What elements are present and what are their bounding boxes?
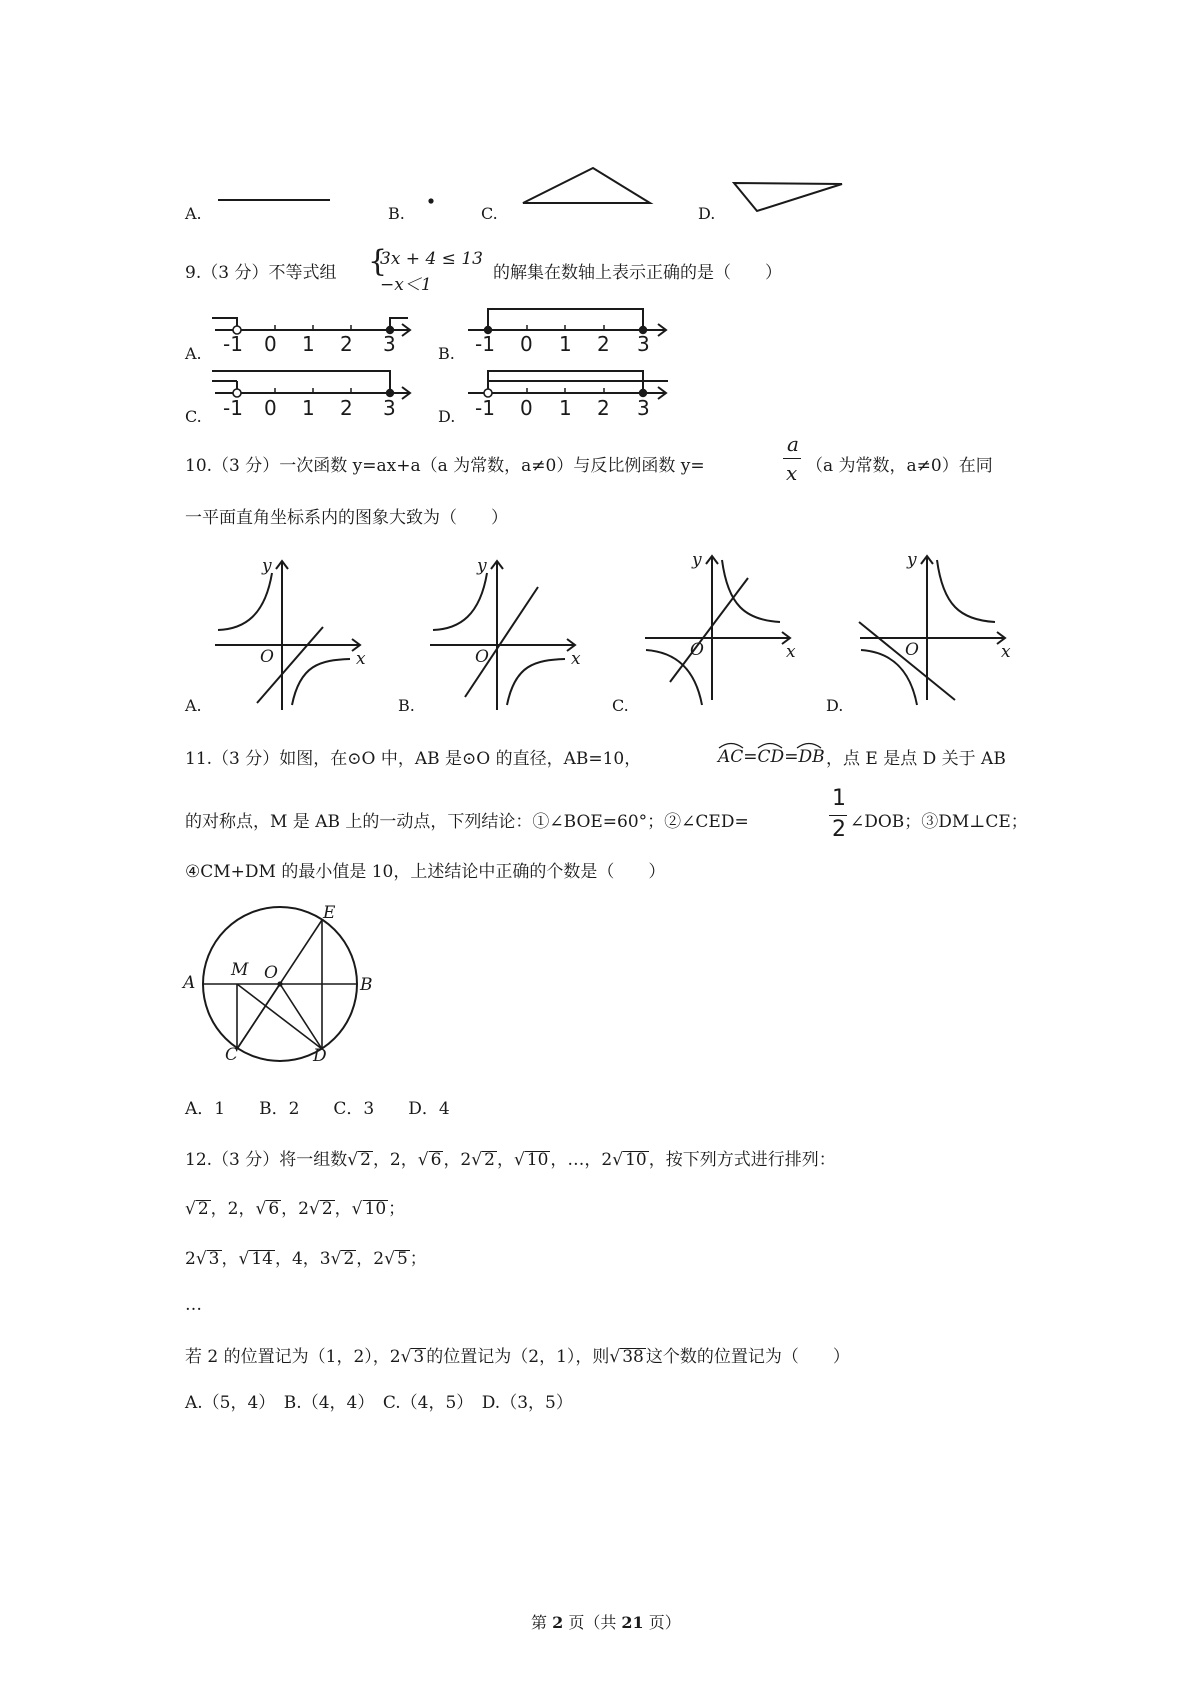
- q9-option-a-label: A.: [185, 344, 202, 363]
- q10-graph-b: [425, 555, 585, 715]
- q9-d-tick-neg1: -1: [475, 396, 495, 420]
- q12-options: A.（5，4） B.（4，4） C.（4，5） D.（3，5）: [185, 1393, 573, 1413]
- q12-row1: √ 2 ，2，√ 6 ，2√ 2 ，√ 10 ；: [185, 1199, 406, 1219]
- q12-last-text-a: 若 2 的位置记为（1，2），2: [185, 1347, 401, 1367]
- footer-text-a: 第: [531, 1613, 553, 1632]
- q11-arc-ac: AC: [718, 747, 744, 767]
- q10-b-axis-y: y: [477, 556, 487, 576]
- q12-line1-radicand-1: 2: [360, 1150, 371, 1170]
- q12-row1-text-1: ，2，: [210, 1199, 256, 1219]
- q12-row2-radicand-4: 5: [396, 1249, 408, 1269]
- q12-row1-radicand-2: 6: [268, 1199, 280, 1219]
- q10-line2: 一平面直角坐标系内的图象大致为（ ）: [185, 508, 508, 528]
- q11-line2a: 的对称点，M 是 AB 上的一动点，下列结论：①∠BOE=60°；②∠CED=: [185, 812, 749, 832]
- q12-row2-radicand-2: 14: [251, 1249, 273, 1269]
- q8-option-d-label: D.: [698, 204, 716, 223]
- q12-row1-text-4: ；: [388, 1199, 406, 1219]
- q10-graph-c: [640, 550, 800, 710]
- q12-line1-radicand-2: 6: [430, 1150, 442, 1170]
- q10-frac-bar: [783, 458, 801, 459]
- footer-total-pages: 21: [621, 1613, 644, 1632]
- q9-brace: {: [368, 244, 388, 279]
- q12-line1-suffix: ，按下列方式进行排列：: [648, 1150, 836, 1170]
- footer-text-b: 页（共: [563, 1613, 622, 1632]
- q11-arc-db: DB: [798, 747, 825, 767]
- q10-c-origin: O: [690, 640, 704, 660]
- q12-row2-text-2: ，4，3: [274, 1249, 331, 1269]
- q10-option-a-label: A.: [185, 696, 202, 715]
- q12-row1-radicand-4: 10: [364, 1199, 387, 1219]
- q8-option-b-label: B.: [388, 204, 405, 223]
- q12-line1-text-2: ，2: [443, 1150, 472, 1170]
- q11-frac-num: 1: [832, 786, 846, 811]
- q12-line1-text-4: ，…，2: [550, 1150, 613, 1170]
- q9-suffix: 的解集在数轴上表示正确的是（ ）: [493, 263, 782, 283]
- q12-row2-text-4: ；: [409, 1249, 427, 1269]
- page-footer: [531, 1614, 681, 1632]
- q10-option-d-label: D.: [826, 696, 844, 715]
- q9-prefix: 9.（3 分）不等式组: [185, 263, 337, 283]
- q9-b-tick-0: 0: [520, 332, 533, 356]
- q8-option-d-triangle: [730, 178, 850, 218]
- q8-option-a-segment: [215, 195, 335, 205]
- q12-line1: 12.（3 分）将一组数√ 2 ，2，√ 6 ，2√ 2 ，√ 10 ，…，2√ 10 ，按下列方式进行排列：: [185, 1150, 836, 1170]
- q9-b-tick-3: 3: [637, 332, 650, 356]
- q10-c-axis-x: x: [786, 642, 796, 662]
- q12-last-radicand-1: 3: [413, 1347, 425, 1367]
- q12-last-text-c: 这个数的位置记为（ ）: [645, 1347, 850, 1367]
- q10-b-origin: O: [475, 647, 489, 667]
- q12-row2-text-3: ，2: [356, 1249, 385, 1269]
- q11-line1b: ，点 E 是点 D 关于 AB: [826, 749, 1006, 769]
- q12-line1-prefix: 12.（3 分）将一组数: [185, 1150, 348, 1170]
- q9-a-tick-0: 0: [264, 332, 277, 356]
- q9-a-tick-1: 1: [302, 332, 315, 356]
- q10-option-c-label: C.: [612, 696, 629, 715]
- q11-label-b: B: [360, 975, 373, 995]
- q10-d-origin: O: [905, 640, 919, 660]
- q12-row1-radicand-1: 2: [197, 1199, 209, 1219]
- q11-label-c: C: [225, 1045, 239, 1065]
- q9-d-tick-2: 2: [597, 396, 610, 420]
- q10-frac-den: x: [786, 461, 798, 485]
- q8-option-c-triangle: [520, 165, 655, 210]
- q9-inequality-1: 3x + 4 ≤ 13: [380, 249, 483, 269]
- q12-line1-radicand-3: 2: [484, 1150, 495, 1170]
- q11-eq1: =: [743, 747, 758, 767]
- q9-b-tick-2: 2: [597, 332, 610, 356]
- q12-row1-text-2: ，2: [281, 1199, 309, 1219]
- q11-label-a: A: [183, 973, 196, 993]
- q9-c-tick-neg1: -1: [223, 396, 243, 420]
- q11-line3: ④CM+DM 的最小值是 10，上述结论中正确的个数是（ ）: [185, 862, 666, 882]
- q12-line1-radicand-5: 10: [625, 1150, 647, 1170]
- q12-row2-text-0: 2: [185, 1249, 196, 1269]
- q9-option-b-label: B.: [438, 344, 455, 363]
- q10-line1a: 10.（3 分）一次函数 y=ax+a（a 为常数，a≠0）与反比例函数 y=: [185, 456, 705, 476]
- q12-line1-radicand-4: 10: [526, 1150, 549, 1170]
- q9-a-tick-neg1: -1: [223, 332, 243, 356]
- q8-option-a-label: A.: [185, 204, 202, 223]
- q11-circle-figure: [180, 900, 380, 1070]
- q10-b-axis-x: x: [571, 649, 581, 669]
- q8-option-b-point: [425, 195, 437, 207]
- q12-line1-text-3: ，: [496, 1150, 514, 1170]
- q9-b-tick-1: 1: [559, 332, 572, 356]
- q12-row2-text-1: ，: [221, 1249, 239, 1269]
- q9-d-tick-3: 3: [637, 396, 650, 420]
- q11-label-m: M: [231, 960, 249, 980]
- q11-arc-cd: CD: [757, 747, 785, 767]
- q12-last-text-b: 的位置记为（2，1），则: [426, 1347, 610, 1367]
- q11-frac-bar: [829, 815, 847, 816]
- q9-c-tick-2: 2: [340, 396, 353, 420]
- q11-arc-marks: [716, 739, 826, 751]
- q12-row1-text-3: ，: [334, 1199, 352, 1219]
- q9-a-tick-2: 2: [340, 332, 353, 356]
- q10-line1b: （a 为常数，a≠0）在同: [806, 456, 993, 476]
- q10-a-axis-x: x: [356, 649, 366, 669]
- q10-d-axis-y: y: [907, 550, 917, 570]
- q11-label-o: O: [264, 963, 278, 983]
- q9-c-tick-1: 1: [302, 396, 315, 420]
- q9-option-c-label: C.: [185, 407, 202, 426]
- footer-text-c: 页）: [643, 1613, 681, 1632]
- q11-options: A．1 B．2 C．3 D．4: [185, 1099, 450, 1119]
- q12-line1-text-1: ，2，: [372, 1150, 418, 1170]
- q12-last-radicand-2: 38: [622, 1347, 644, 1367]
- footer-page-number: 2: [552, 1613, 564, 1632]
- q10-graph-a: [210, 555, 370, 715]
- q9-inequality-2: −x＜1: [380, 275, 432, 295]
- q9-c-tick-3: 3: [383, 396, 396, 420]
- q11-line2b: ∠DOB；③DM⊥CE；: [850, 812, 1028, 832]
- q10-a-axis-y: y: [262, 556, 272, 576]
- q12-row1-radicand-3: 2: [321, 1199, 333, 1219]
- q12-row2: 2√ 3 ，√ 14 ，4，3√ 2 ，2√ 5 ；: [185, 1249, 427, 1269]
- q9-c-tick-0: 0: [264, 396, 277, 420]
- q10-d-axis-x: x: [1001, 642, 1011, 662]
- q10-c-axis-y: y: [692, 550, 702, 570]
- q9-b-tick-neg1: -1: [475, 332, 495, 356]
- q10-frac-num: a: [787, 432, 799, 456]
- q9-a-tick-3: 3: [383, 332, 396, 356]
- q11-line1a: 11.（3 分）如图，在⊙O 中，AB 是⊙O 的直径，AB=10，: [185, 749, 642, 769]
- q12-row2-radicand-1: 3: [208, 1249, 220, 1269]
- q10-option-b-label: B.: [398, 696, 415, 715]
- q8-option-c-label: C.: [481, 204, 498, 223]
- q11-eq2: =: [784, 747, 799, 767]
- q12-ellipsis: …: [185, 1295, 202, 1315]
- q10-graph-d: [855, 550, 1015, 710]
- q9-d-tick-0: 0: [520, 396, 533, 420]
- q12-row2-radicand-3: 2: [343, 1249, 355, 1269]
- q9-option-d-label: D.: [438, 407, 456, 426]
- q12-last-line: 若 2 的位置记为（1，2），2√ 3 的位置记为（2，1），则√ 38 这个数的位置记为（ ）: [185, 1347, 850, 1367]
- q11-label-d: D: [313, 1046, 327, 1066]
- q11-label-e: E: [323, 903, 336, 923]
- q11-frac-den: 2: [832, 817, 846, 842]
- q9-d-tick-1: 1: [559, 396, 572, 420]
- q10-a-origin: O: [260, 647, 274, 667]
